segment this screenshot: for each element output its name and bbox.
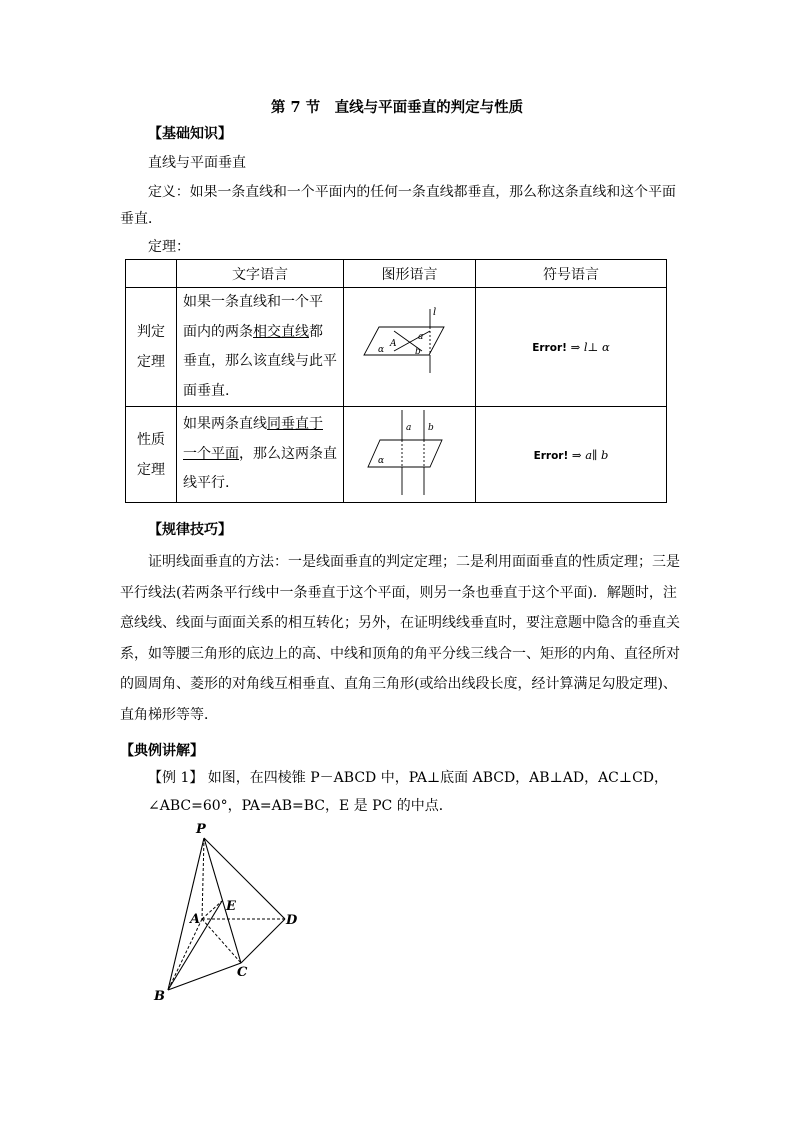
fig1-label-l: l [433, 306, 437, 318]
fig2-label-b: b [428, 423, 434, 433]
row1-text-line2-post: 都 [309, 323, 323, 340]
definition-line-2: 垂直． [120, 211, 162, 227]
row1-text-line4: 面垂直. [183, 382, 230, 399]
row2-label [126, 407, 177, 503]
basic-subheading: 直线与平面垂直 [148, 155, 246, 171]
vertex-D-label: D [286, 913, 298, 928]
fig1-label-b: b [415, 346, 421, 357]
row1-label-line1: 判定 [137, 324, 165, 340]
definition-line-1: 定义：如果一条直线和一个平面内的任何一条直线都垂直，那么称这条直线和这个平面 [148, 184, 676, 200]
table-header-row [126, 260, 667, 288]
vertex-A-label: A [190, 912, 201, 927]
fig1-label-alpha: α [378, 344, 385, 355]
row2-text [177, 407, 344, 503]
row1-error-text: Error! [532, 342, 567, 354]
row2-label-line1: 性质 [137, 431, 165, 448]
fig1-label-a: a [418, 331, 424, 342]
vertex-B-label: B [154, 989, 165, 1004]
row2-figure [344, 407, 475, 498]
skills-heading: 【规律技巧】 [148, 522, 232, 538]
row2-figure-cell [344, 407, 476, 503]
example1-line2: ∠ABC=60°，PA=AB=BC，E 是 PC 的中点． [148, 798, 453, 814]
line-a [394, 331, 430, 351]
row1-text-underlined: 相交直线 [253, 323, 309, 340]
edge-BC [168, 963, 241, 990]
vertex-E-label: E [226, 899, 236, 914]
example1-line1: 【例 1】 如图，在四棱锥 P－ABCD 中，PA⊥底面 ABCD，AB⊥AD，AC⊥CD， [148, 770, 669, 786]
row2-symbol-rest: ⇒ a∥ b [568, 447, 609, 462]
row2-text-line2-post: ，那么这两条直 [239, 445, 337, 462]
table-header-figure: 图形语言 [344, 260, 476, 288]
table-header-empty [126, 260, 177, 288]
row2-symbol [476, 407, 667, 503]
row1-figure [344, 291, 475, 400]
row2-text-underlined-2: 一个平面 [183, 445, 239, 462]
vertex-P-label: P [196, 822, 206, 837]
row1-label [126, 288, 177, 407]
plane-parallelogram [364, 327, 444, 355]
basic-knowledge-heading: 【基础知识】 [148, 126, 232, 142]
row1-text-line2-pre: 面内的两条 [183, 323, 253, 340]
table-header-symbol: 符号语言 [476, 260, 667, 288]
fig1-label-A: A [390, 338, 397, 349]
row1-symbol [476, 288, 667, 407]
row1-figure-cell [344, 288, 476, 407]
row1-text [177, 288, 344, 407]
vertex-C-label: C [237, 965, 248, 980]
edge-AC-hidden [202, 919, 241, 963]
fig2-label-alpha: α [378, 456, 385, 466]
table-row [126, 288, 667, 407]
row1-text-line3: 垂直，那么该直线与此平 [183, 353, 337, 369]
table-header-text: 文字语言 [177, 260, 344, 288]
row1-label-line2: 定理 [137, 354, 165, 370]
row2-text-underlined-1: 同垂直于 [267, 416, 323, 433]
theorem-table [125, 259, 667, 503]
examples-heading: 【典例讲解】 [120, 743, 204, 759]
pyramid-figure [140, 815, 320, 1010]
row2-error-text: Error! [533, 449, 569, 462]
edge-CD [241, 919, 285, 963]
skills-paragraph: 证明线面垂直的方法：一是线面垂直的判定定理；二是利用面面垂直的性质定理；三是平行线法(若两条平行线中一条垂直于这个平面，则另一条也垂直于这个平面)．解题时，注意线线、线面与面面关系的相互转化；另外，在证明线线垂直时，要注意题中隐含的垂直关系，如等腰三角形的底边上的高、中线和顶角的角平分线三线合一、矩形的内角、直径所对的圆周角、菱形的对角线互相垂直、直角三角形(或给出线段长度，经计算满足勾股定理)、直角梯形等等． [120, 554, 680, 723]
page-title: 第 7 节 直线与平面垂直的判定与性质 [270, 99, 524, 116]
row1-text-line1: 如果一条直线和一个平 [183, 294, 323, 310]
row2-text-line1-pre: 如果两条直线 [183, 416, 267, 433]
fig2-label-a: a [406, 423, 412, 433]
edge-PA-hidden [202, 838, 204, 919]
theorem-label: 定理： [148, 239, 190, 255]
row2-label-line2: 定理 [137, 461, 165, 478]
row2-text-line3: 线平行. [183, 475, 230, 492]
segment-AE-hidden [202, 901, 222, 919]
row1-symbol-rest: ⇒ l⊥ α [566, 340, 610, 354]
table-row [126, 407, 667, 503]
